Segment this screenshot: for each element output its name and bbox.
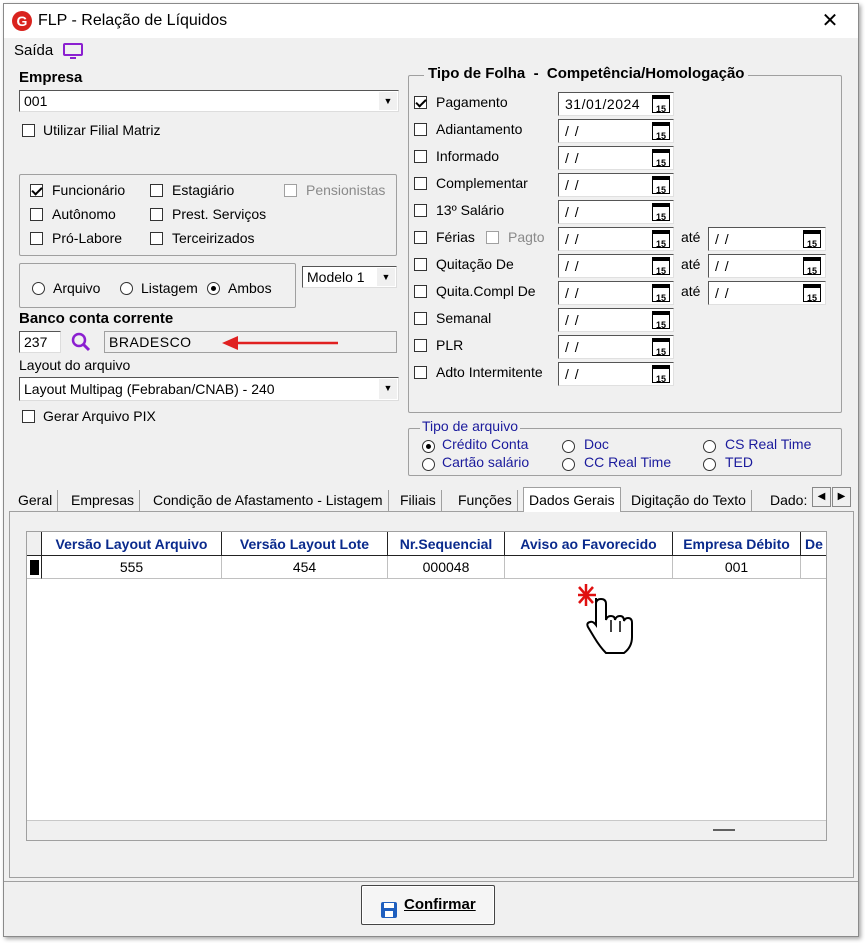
footer-divider <box>4 881 858 882</box>
row-indicator <box>27 556 42 579</box>
grid-header-versao-layout-lote[interactable]: Versão Layout Lote <box>222 532 388 556</box>
tab-filiais[interactable]: Filiais <box>395 490 442 512</box>
layout-arquivo-value: Layout Multipag (Febraban/CNAB) - 240 <box>24 381 275 397</box>
informado-label: Informado <box>436 148 500 164</box>
tab-dados-more[interactable]: Dado: <box>770 492 808 508</box>
calendar-icon[interactable]: 15 <box>652 203 670 221</box>
doc-radio[interactable] <box>562 440 575 453</box>
tab-digitacao-texto[interactable]: Digitação do Texto <box>626 490 752 512</box>
search-icon[interactable] <box>70 331 92 356</box>
modelo-select[interactable] <box>302 266 397 288</box>
calendar-icon[interactable]: 15 <box>652 176 670 194</box>
tab-scroll-right-icon[interactable]: ▶ <box>832 487 851 507</box>
grid-cell[interactable] <box>801 556 827 579</box>
quita-compl-de-checkbox[interactable] <box>414 285 427 298</box>
quitacao-de-label: Quitação De <box>436 256 514 272</box>
grid-header-nr-sequencial[interactable]: Nr.Sequencial <box>388 532 505 556</box>
grid-footer <box>27 820 827 841</box>
ferias-ate-label: até <box>681 229 701 245</box>
modelo-value: Modelo 1 <box>307 269 365 285</box>
ferias-date-field[interactable]: / / <box>558 227 674 251</box>
plr-label: PLR <box>436 337 464 353</box>
estagiario-label: Estagiário <box>172 182 235 198</box>
grid-header-de[interactable]: De <box>801 532 827 556</box>
pagto-label: Pagto <box>508 229 545 245</box>
ted-label: TED <box>725 454 753 470</box>
tipo-arquivo-label: Tipo de arquivo <box>422 418 518 434</box>
grid-cell[interactable] <box>505 556 673 579</box>
ferias-ate-date-field[interactable]: / / <box>708 227 826 251</box>
informado-date-field[interactable]: / / <box>558 146 674 170</box>
cartao-salario-radio[interactable] <box>422 458 435 471</box>
calendar-icon[interactable]: 15 <box>652 365 670 383</box>
ambos-radio[interactable] <box>207 282 220 295</box>
confirmar-button[interactable] <box>361 885 495 925</box>
close-button[interactable]: ✕ <box>821 10 839 32</box>
confirmar-label: Confirmar <box>404 896 476 913</box>
calendar-icon[interactable]: 15 <box>652 338 670 356</box>
tab-scroll-left-icon[interactable]: ◀ <box>812 487 831 507</box>
utilizar-filial-label: Utilizar Filial Matriz <box>43 122 161 138</box>
quita-compl-de-date-field[interactable]: / / <box>558 281 674 305</box>
terceirizados-label: Terceirizados <box>172 230 255 246</box>
pro-labore-checkbox[interactable] <box>30 232 43 245</box>
cc-real-time-radio[interactable] <box>562 458 575 471</box>
calendar-icon[interactable]: 15 <box>803 257 821 275</box>
doc-label: Doc <box>584 436 609 452</box>
complementar-checkbox[interactable] <box>414 177 427 190</box>
pensionistas-label: Pensionistas <box>306 182 386 198</box>
grid-header-versao-layout-arquivo[interactable]: Versão Layout Arquivo <box>42 532 222 556</box>
ferias-label: Férias <box>436 229 475 245</box>
banco-code-field[interactable] <box>19 331 61 353</box>
pagto-checkbox[interactable] <box>486 231 499 244</box>
grid-header-aviso-favorecido[interactable]: Aviso ao Favorecido <box>505 532 673 556</box>
tab-condicao-afastamento[interactable]: Condição de Afastamento - Listagem <box>148 490 389 512</box>
credito-conta-label: Crédito Conta <box>442 436 529 452</box>
semanal-date-field[interactable]: / / <box>558 308 674 332</box>
monitor-icon[interactable] <box>62 42 84 63</box>
ferias-checkbox[interactable] <box>414 231 427 244</box>
layout-arquivo-select[interactable] <box>19 377 399 401</box>
calendar-icon[interactable]: 15 <box>652 95 670 113</box>
prest-servicos-label: Prest. Serviços <box>172 206 267 222</box>
semanal-label: Semanal <box>436 310 492 326</box>
banco-code: 237 <box>24 334 48 350</box>
tipo-folha-label: Tipo de Folha - Competência/Homologação <box>424 65 748 82</box>
funcionario-label: Funcionário <box>52 182 126 198</box>
layout-arquivo-label: Layout do arquivo <box>19 357 131 373</box>
informado-checkbox[interactable] <box>414 150 427 163</box>
tab-empresas[interactable]: Empresas <box>66 490 140 512</box>
grid-cell[interactable]: 555 <box>42 556 222 579</box>
cs-real-time-label: CS Real Time <box>725 436 812 452</box>
complementar-date-field[interactable]: / / <box>558 173 674 197</box>
calendar-icon[interactable]: 15 <box>652 149 670 167</box>
pagamento-label: Pagamento <box>436 94 508 110</box>
adiantamento-date-field[interactable]: / / <box>558 119 674 143</box>
grid-header-empresa-debito[interactable]: Empresa Débito <box>673 532 801 556</box>
pro-labore-label: Pró-Labore <box>52 230 123 246</box>
tab-funcoes[interactable]: Funções <box>453 490 518 512</box>
pagamento-checkbox[interactable] <box>414 96 427 109</box>
terceirizados-checkbox[interactable] <box>150 232 163 245</box>
calendar-icon[interactable]: 15 <box>652 284 670 302</box>
pensionistas-checkbox[interactable] <box>284 184 297 197</box>
calendar-icon[interactable]: 15 <box>652 122 670 140</box>
tab-strip <box>9 487 854 512</box>
quita-compl-de-label: Quita.Compl De <box>436 283 536 299</box>
13-salario-label: 13º Salário <box>436 202 505 218</box>
save-icon <box>380 896 398 934</box>
prest-servicos-checkbox[interactable] <box>150 208 163 221</box>
grid-cell[interactable]: 000048 <box>388 556 505 579</box>
hand-cursor-icon <box>578 582 642 659</box>
tab-geral[interactable]: Geral <box>13 490 58 512</box>
plr-date-field[interactable]: / / <box>558 335 674 359</box>
banco-name: BRADESCO <box>109 334 192 350</box>
quitacao-de-date-field[interactable]: / / <box>558 254 674 278</box>
13-salario-checkbox[interactable] <box>414 204 427 217</box>
saida-menu[interactable]: Saída <box>14 42 54 59</box>
calendar-icon[interactable]: 15 <box>652 257 670 275</box>
quitacao-de-ate-date-field[interactable]: / / <box>708 254 826 278</box>
arquivo-label: Arquivo <box>53 280 101 296</box>
13-salario-date-field[interactable]: / / <box>558 200 674 224</box>
quita-compl-de-ate-label: até <box>681 283 701 299</box>
empresa-label: Empresa <box>19 69 83 86</box>
listagem-radio[interactable] <box>120 282 133 295</box>
cs-real-time-radio[interactable] <box>703 440 716 453</box>
adiantamento-label: Adiantamento <box>436 121 523 137</box>
window <box>3 3 859 937</box>
estagiario-checkbox[interactable] <box>150 184 163 197</box>
chevron-down-icon[interactable]: ▼ <box>377 268 395 286</box>
grid-corner <box>27 532 42 556</box>
calendar-icon[interactable]: 15 <box>803 284 821 302</box>
pagamento-date-field[interactable]: 31/01/2024 <box>558 92 674 116</box>
red-arrow-annotation <box>222 334 340 355</box>
dados-gerais-grid[interactable] <box>26 531 827 841</box>
plr-checkbox[interactable] <box>414 339 427 352</box>
listagem-label: Listagem <box>141 280 198 296</box>
quita-compl-de-ate-date-field[interactable]: / / <box>708 281 826 305</box>
grid-cell[interactable]: 454 <box>222 556 388 579</box>
cartao-salario-label: Cartão salário <box>442 454 530 470</box>
title-bar <box>4 4 858 38</box>
arquivo-radio[interactable] <box>32 282 45 295</box>
autonomo-checkbox[interactable] <box>30 208 43 221</box>
funcionario-checkbox[interactable] <box>30 184 43 197</box>
calendar-icon[interactable]: 15 <box>803 230 821 248</box>
adiantamento-checkbox[interactable] <box>414 123 427 136</box>
autonomo-label: Autônomo <box>52 206 116 222</box>
calendar-icon[interactable]: 15 <box>652 230 670 248</box>
app-logo-icon: G <box>12 11 32 31</box>
semanal-checkbox[interactable] <box>414 312 427 325</box>
adto-intermitente-checkbox[interactable] <box>414 366 427 379</box>
ambos-label: Ambos <box>228 280 272 296</box>
empresa-value: 001 <box>24 93 48 109</box>
chevron-down-icon[interactable]: ▼ <box>379 92 397 110</box>
complementar-label: Complementar <box>436 175 528 191</box>
banco-label: Banco conta corrente <box>19 310 174 327</box>
empresa-select[interactable] <box>19 90 399 112</box>
calendar-icon[interactable]: 15 <box>652 311 670 329</box>
adto-intermitente-date-field[interactable]: / / <box>558 362 674 386</box>
adto-intermitente-label: Adto Intermitente <box>436 364 543 380</box>
credito-conta-radio[interactable] <box>422 440 435 453</box>
window-title: FLP - Relação de Líquidos <box>38 12 228 29</box>
grid-cell[interactable]: 001 <box>673 556 801 579</box>
quitacao-de-ate-label: até <box>681 256 701 272</box>
cc-real-time-label: CC Real Time <box>584 454 672 470</box>
utilizar-filial-checkbox[interactable] <box>22 124 35 137</box>
gerar-pix-checkbox[interactable] <box>22 410 35 423</box>
quitacao-de-checkbox[interactable] <box>414 258 427 271</box>
chevron-down-icon[interactable]: ▼ <box>379 379 397 399</box>
tab-dados-gerais[interactable]: Dados Gerais <box>523 487 621 513</box>
gerar-pix-label: Gerar Arquivo PIX <box>43 408 156 424</box>
ted-radio[interactable] <box>703 458 716 471</box>
